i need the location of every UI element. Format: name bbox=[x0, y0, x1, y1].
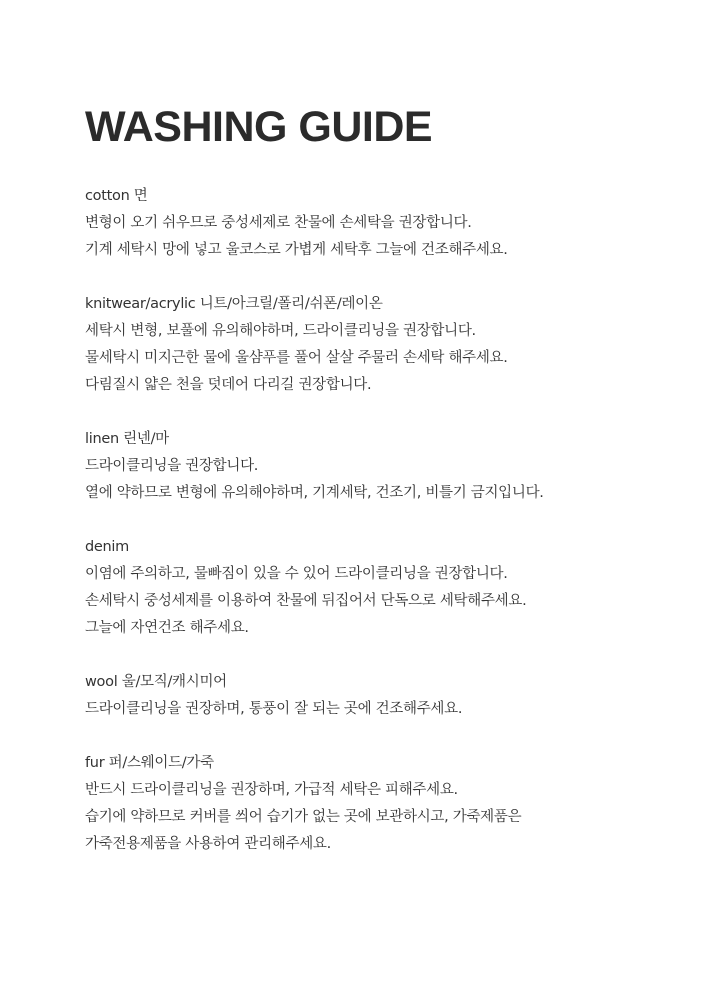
section-heading: cotton 면 bbox=[85, 188, 148, 204]
page-title: WASHING GUIDE bbox=[85, 103, 433, 151]
section-fur bbox=[85, 750, 705, 858]
section-heading: wool 울/모직/캐시미어 bbox=[85, 674, 227, 690]
section-line: 변형이 오기 쉬우므로 중성세제로 찬물에 손세탁을 권장합니다. bbox=[85, 215, 472, 231]
section-cotton bbox=[85, 183, 705, 264]
section-line: 가죽전용제품을 사용하여 관리해주세요. bbox=[85, 836, 331, 852]
section-line: 드라이클리닝을 권장합니다. bbox=[85, 458, 259, 474]
section-line: 다림질시 얇은 천을 덧데어 다리길 권장합니다. bbox=[85, 377, 372, 393]
washing-guide bbox=[85, 103, 705, 885]
section-heading: fur 퍼/스웨이드/가죽 bbox=[85, 755, 214, 771]
section-line: 드라이클리닝을 권장하며, 통풍이 잘 되는 곳에 건조해주세요. bbox=[85, 701, 463, 717]
section-line: 손세탁시 중성세제를 이용하여 찬물에 뒤집어서 단독으로 세탁해주세요. bbox=[85, 593, 527, 609]
section-line: 그늘에 자연건조 해주세요. bbox=[85, 620, 249, 636]
section-knitwear bbox=[85, 291, 705, 399]
section-line: 물세탁시 미지근한 물에 울샴푸를 풀어 살살 주물러 손세탁 해주세요. bbox=[85, 350, 508, 366]
section-heading: denim bbox=[85, 539, 129, 555]
section-line: 열에 약하므로 변형에 유의해야하며, 기계세탁, 건조기, 비틀기 금지입니다. bbox=[85, 485, 544, 501]
section-linen bbox=[85, 426, 705, 507]
section-heading: linen 린넨/마 bbox=[85, 431, 169, 447]
section-line: 기계 세탁시 망에 넣고 울코스로 가볍게 세탁후 그늘에 건조해주세요. bbox=[85, 242, 508, 258]
section-denim bbox=[85, 534, 705, 642]
section-wool bbox=[85, 669, 705, 723]
section-line: 습기에 약하므로 커버를 씌어 습기가 없는 곳에 보관하시고, 가죽제품은 bbox=[85, 809, 522, 825]
section-heading: knitwear/acrylic 니트/아크릴/폴리/쉬폰/레이온 bbox=[85, 296, 383, 312]
guide-sections bbox=[85, 183, 705, 858]
section-line: 이염에 주의하고, 물빠짐이 있을 수 있어 드라이클리닝을 권장합니다. bbox=[85, 566, 508, 582]
section-line: 세탁시 변형, 보풀에 유의해야하며, 드라이클리닝을 권장합니다. bbox=[85, 323, 476, 339]
section-line: 반드시 드라이클리닝을 권장하며, 가급적 세탁은 피해주세요. bbox=[85, 782, 458, 798]
